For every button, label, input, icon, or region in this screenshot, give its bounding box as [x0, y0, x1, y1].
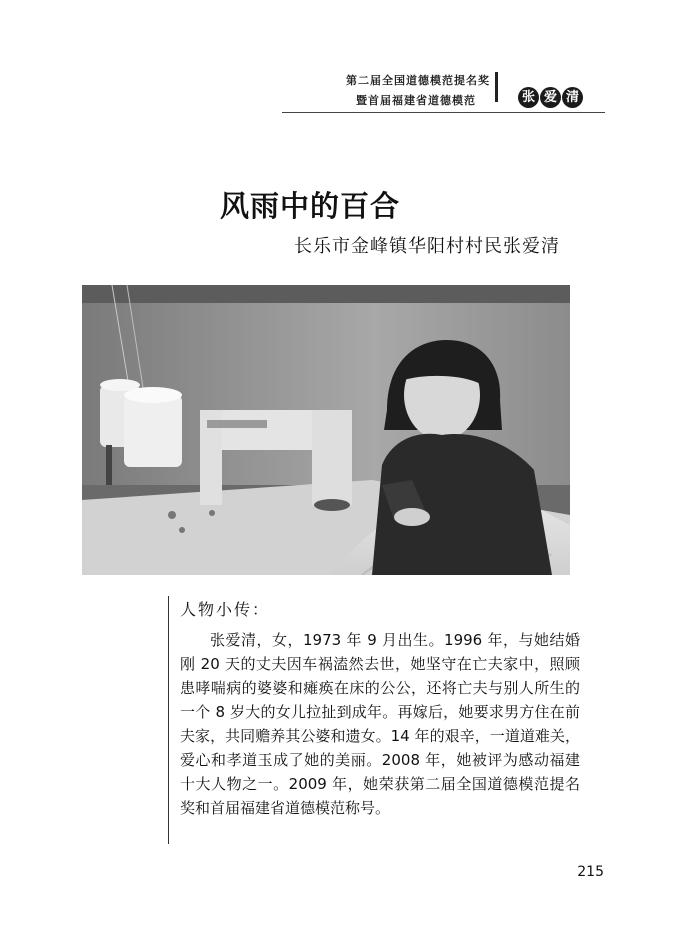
header-award-line-2: 暨首届福建省道德模范	[356, 94, 476, 107]
header-award-line-1: 第二届全国道德模范提名奖	[346, 74, 490, 87]
header-rule	[282, 112, 605, 113]
page-subtitle: 长乐市金峰镇华阳村村民张爱清	[294, 236, 560, 257]
bio-paragraph: 张爱清，女，1973 年 9 月出生。1996 年，与她结婚刚 20 天的丈夫因车祸溘然去世，她坚守在亡夫家中，照顾患哮喘病的婆婆和瘫痪在床的公公，还将亡夫与别人所生的一个 8 岁大的女儿拉扯到成年。再嫁后，她要求男方住在前夫家，共同赡养其公婆和遗女。14 年的艰辛，一道道难关，爱心和孝道玉成了她的美丽。2008 年，她被评为感动福建十大人物之一。2009 年，她荣获第二届全国道德模范提名奖和首届福建省道德模范称号。	[180, 631, 580, 817]
portrait-photo	[82, 285, 570, 575]
name-badge: 清	[562, 87, 583, 108]
name-badge: 张	[518, 87, 539, 108]
page-number: 215	[577, 864, 604, 880]
bio-label: 人物小传：	[180, 600, 271, 619]
header-divider-bar	[495, 72, 498, 102]
sewing-scene-illustration	[82, 285, 570, 575]
name-badges	[518, 87, 583, 108]
page-title: 风雨中的百合	[219, 189, 400, 223]
name-badge: 爱	[540, 87, 561, 108]
